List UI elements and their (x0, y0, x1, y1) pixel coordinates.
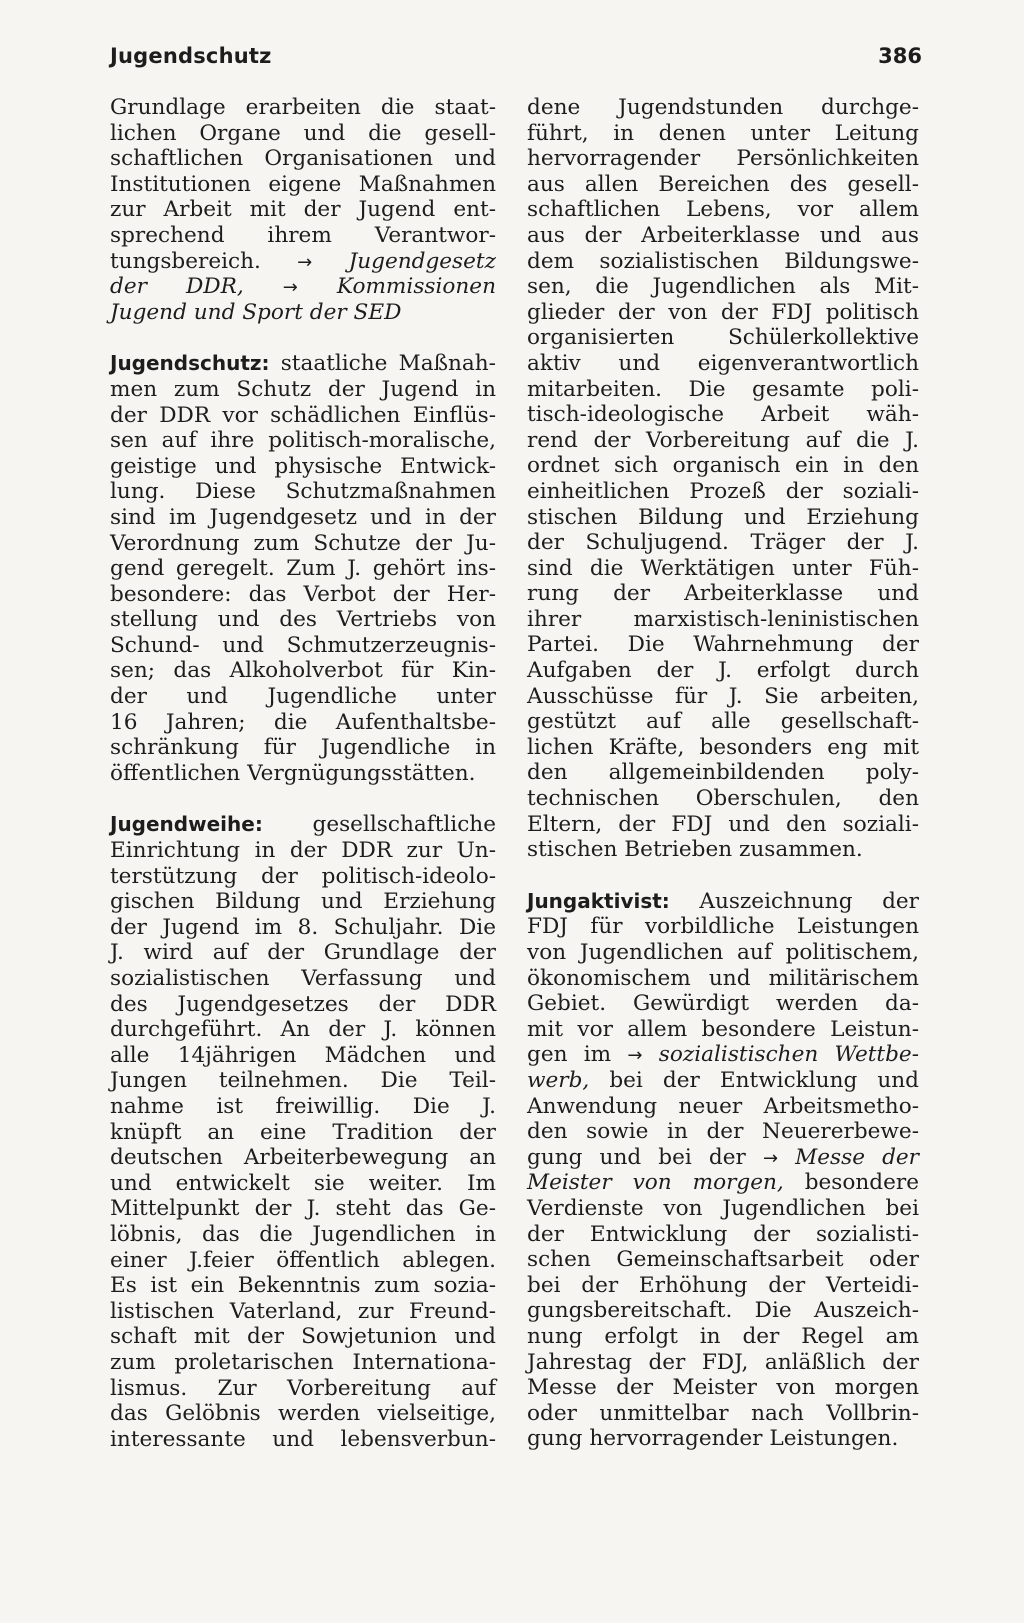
text-line: schaftlichen Lebens, vor allem (527, 197, 919, 223)
text-line: sozialistischen Verfassung und (110, 966, 496, 991)
text-line: FDJ für vorbildliche Leistungen (527, 914, 919, 940)
entry-term: Jungaktivist: (527, 888, 670, 913)
text-line (527, 1042, 919, 1068)
entry-jugendschutz (110, 351, 496, 786)
text-line: Aufgaben der J. erfolgt durch (527, 658, 919, 684)
cross-reference: Messe der (795, 1144, 919, 1170)
text-line: lismus. Zur Vorbereitung auf (110, 1375, 496, 1401)
entry-jugendweihe (110, 812, 496, 1452)
text-line: sprechend ihrem Verantwor- (110, 222, 496, 248)
text-line: lichen Organe und die gesell- (110, 120, 496, 146)
text-line: das Gelöbnis werden vielseitige, (110, 1401, 496, 1427)
text-line: Gebiet. Gewürdigt werden da- (527, 991, 919, 1017)
text-line (527, 1170, 919, 1196)
text-line: lichen Kräfte, besonders eng mit (527, 734, 919, 760)
text-line: von Jugendlichen auf politischem, (527, 940, 919, 965)
text-line: gend geregelt. Zum J. gehört ins- (110, 556, 496, 582)
text-line: der und Jugendliche unter (110, 684, 496, 710)
text-line: den allgemeinbildenden poly- (527, 760, 919, 786)
text-line: einer J.feier öffentlich ablegen. (110, 1247, 496, 1273)
text-line: mit vor allem besondere Leistun- (527, 1016, 919, 1042)
text-line: löbnis, das die Jugendlichen in (110, 1221, 496, 1247)
text-line: durchgeführt. An der J. können (110, 1017, 496, 1043)
text-line: sen auf ihre politisch-moralische, (110, 428, 496, 454)
text-line: terstützung der politisch-ideolo- (110, 863, 496, 889)
text-line: nahme ist freiwillig. Die J. (110, 1093, 496, 1119)
text-line: tisch-ideologische Arbeit wäh- (527, 402, 919, 428)
text-line: technischen Oberschulen, den (527, 786, 919, 812)
text-line (110, 274, 496, 300)
cross-reference: werb, (527, 1067, 590, 1093)
arrow-icon: → (762, 1147, 779, 1169)
text-line: schaft mit der Sowjetunion und (110, 1324, 496, 1350)
text-line: 16 Jahren; die Aufenthaltsbe- (110, 709, 496, 735)
text-line: interessante und lebensverbun- (110, 1426, 496, 1452)
running-head-title: Jugendschutz (110, 44, 272, 68)
text-line: mitarbeiten. Die gesamte poli- (527, 376, 919, 402)
text-line: Grundlage erarbeiten die staat- (110, 95, 496, 120)
text-fragment: bei der Entwicklung und (609, 1067, 919, 1093)
text-line: knüpft an eine Tradition der (110, 1119, 496, 1145)
text-line: sind im Jugendgesetz und in der (110, 504, 496, 530)
text-line: hervorragender Persönlichkeiten (527, 146, 919, 172)
text-line: listischen Vaterland, zur Freund- (110, 1298, 496, 1324)
arrow-icon: → (297, 251, 313, 273)
entry-jungaktivist (527, 889, 919, 1452)
text-line (110, 812, 496, 838)
entry-continuation (110, 95, 496, 325)
text-line: zum proletarischen Internationa- (110, 1349, 496, 1375)
text-line: Einrichtung in der DDR zur Un- (110, 838, 496, 864)
text-line: rung der Arbeiterklasse und (527, 581, 919, 607)
text-line: der Entwicklung der sozialisti- (527, 1221, 919, 1247)
text-fragment: Auszeichnung der (699, 888, 919, 914)
text-line: deutschen Arbeiterbewegung an (110, 1145, 496, 1171)
text-line: gungsbereitschaft. Die Auszeich- (527, 1298, 919, 1324)
text-line: rend der Vorbereitung auf die J. (527, 427, 919, 453)
text-line: zur Arbeit mit der Jugend ent- (110, 197, 496, 223)
text-line: Jungen teilnehmen. Die Teil- (110, 1068, 496, 1094)
text-line: besondere: das Verbot der Her- (110, 581, 496, 607)
text-line: des Jugendgesetzes der DDR (110, 991, 496, 1017)
text-line: sen; das Alkoholverbot für Kin- (110, 658, 496, 684)
text-line: stischen Bildung und Erziehung (527, 504, 919, 530)
text-line: oder unmittelbar nach Vollbrin- (527, 1400, 919, 1426)
text-fragment: tungsbereich. (110, 248, 261, 274)
text-line: der Jugend im 8. Schuljahr. Die (110, 914, 496, 940)
text-line: organisierten Schülerkollektive (527, 325, 919, 351)
text-line: men zum Schutz der Jugend in (110, 376, 496, 402)
text-line: gischen Bildung und Erziehung (110, 889, 496, 915)
text-line: Messe der Meister von morgen (527, 1375, 919, 1401)
text-line: dem sozialistischen Bildungswe- (527, 248, 919, 274)
cross-reference: sozialistischen Wettbe- (658, 1042, 919, 1068)
text-fragment: gesellschaftliche (312, 812, 496, 838)
text-line (527, 889, 919, 915)
text-line: glieder der von der FDJ politisch (527, 299, 919, 325)
text-line: sen, die Jugendlichen als Mit- (527, 274, 919, 300)
text-line: öffentlichen Vergnügungsstätten. (110, 760, 476, 786)
text-line: der DDR vor schädlichen Einflüs- (110, 402, 496, 428)
text-line: einheitlichen Prozeß der soziali- (527, 478, 919, 504)
text-line: Schund- und Schmutzerzeugnis- (110, 632, 496, 658)
arrow-icon: → (282, 277, 298, 299)
text-line: stischen Betrieben zusammen. (527, 837, 863, 863)
text-line: ordnet sich organisch ein in den (527, 453, 919, 479)
text-line: Verordnung zum Schutze der Ju- (110, 530, 496, 556)
cross-reference: Meister von morgen, (527, 1170, 784, 1196)
text-line: schaftlichen Organisationen und (110, 146, 496, 172)
entry-term: Jugendschutz: (110, 351, 270, 376)
entry-term: Jugendweihe: (110, 812, 263, 837)
text-line: Verdienste von Jugendlichen bei (527, 1195, 919, 1221)
text-line (527, 1068, 919, 1094)
text-line: ihrer marxistisch-leninistischen (527, 606, 919, 632)
cross-reference: Kommissionen (336, 274, 496, 300)
text-line: Jahrestag der FDJ, anläßlich der (527, 1349, 919, 1375)
text-line: Anwendung neuer Arbeitsmetho- (527, 1093, 919, 1119)
text-line: den sowie in der Neuererbewe- (527, 1119, 919, 1145)
text-line: geistige und physische Entwick- (110, 453, 496, 479)
text-line: Partei. Die Wahrnehmung der (527, 632, 919, 658)
text-line: aus allen Bereichen des gesell- (527, 171, 919, 197)
cross-reference: der DDR, (110, 274, 244, 300)
entry-jugendweihe-continued (527, 95, 919, 863)
text-line: Eltern, der FDJ und den soziali- (527, 811, 919, 837)
arrow-icon: → (627, 1045, 643, 1067)
text-fragment: staatliche Maßnah- (280, 351, 496, 377)
right-column (527, 95, 919, 1478)
text-line (110, 249, 496, 275)
text-line: stellung und des Vertriebs von (110, 607, 496, 633)
cross-reference: Jugendgesetz (348, 248, 496, 274)
text-line: bei der Erhöhung der Verteidi- (527, 1272, 919, 1298)
text-line: Mittelpunkt der J. steht das Ge- (110, 1196, 496, 1222)
text-line: gung hervorragender Leistungen. (527, 1426, 899, 1452)
text-line: aktiv und eigenverantwortlich (527, 350, 919, 376)
text-line (527, 1145, 919, 1171)
text-line: führt, in denen unter Leitung (527, 120, 919, 146)
text-fragment: gen im (527, 1042, 612, 1068)
text-line: Es ist ein Bekenntnis zum sozia- (110, 1273, 496, 1299)
text-fragment: gung und bei der (527, 1144, 746, 1170)
text-line: der Schuljugend. Träger der J. (527, 530, 919, 556)
cross-reference: Jugend und Sport der SED (110, 299, 402, 325)
text-line: dene Jugendstunden durchge- (527, 95, 919, 120)
text-line: schen Gemeinschaftsarbeit oder (527, 1247, 919, 1273)
text-line: schränkung für Jugendliche in (110, 735, 496, 761)
left-column (110, 95, 496, 1478)
text-line: und entwickelt sie weiter. Im (110, 1170, 496, 1196)
text-line: nung erfolgt in der Regel am (527, 1323, 919, 1349)
text-line: Institutionen eigene Maßnahmen (110, 171, 496, 197)
text-line: ökonomischem und militärischem (527, 965, 919, 991)
text-fragment: besondere (804, 1170, 919, 1196)
text-line: alle 14jährigen Mädchen und (110, 1042, 496, 1068)
text-line: Ausschüsse für J. Sie arbeiten, (527, 683, 919, 709)
text-line: sind die Werktätigen unter Füh- (527, 555, 919, 581)
text-line (110, 351, 496, 377)
text-line: aus der Arbeiterklasse und aus (527, 222, 919, 248)
text-line: gestützt auf alle gesellschaft- (527, 709, 919, 735)
page-number: 386 (878, 44, 922, 68)
text-line: lung. Diese Schutzmaßnahmen (110, 479, 496, 505)
text-line: J. wird auf der Grundlage der (110, 940, 496, 966)
